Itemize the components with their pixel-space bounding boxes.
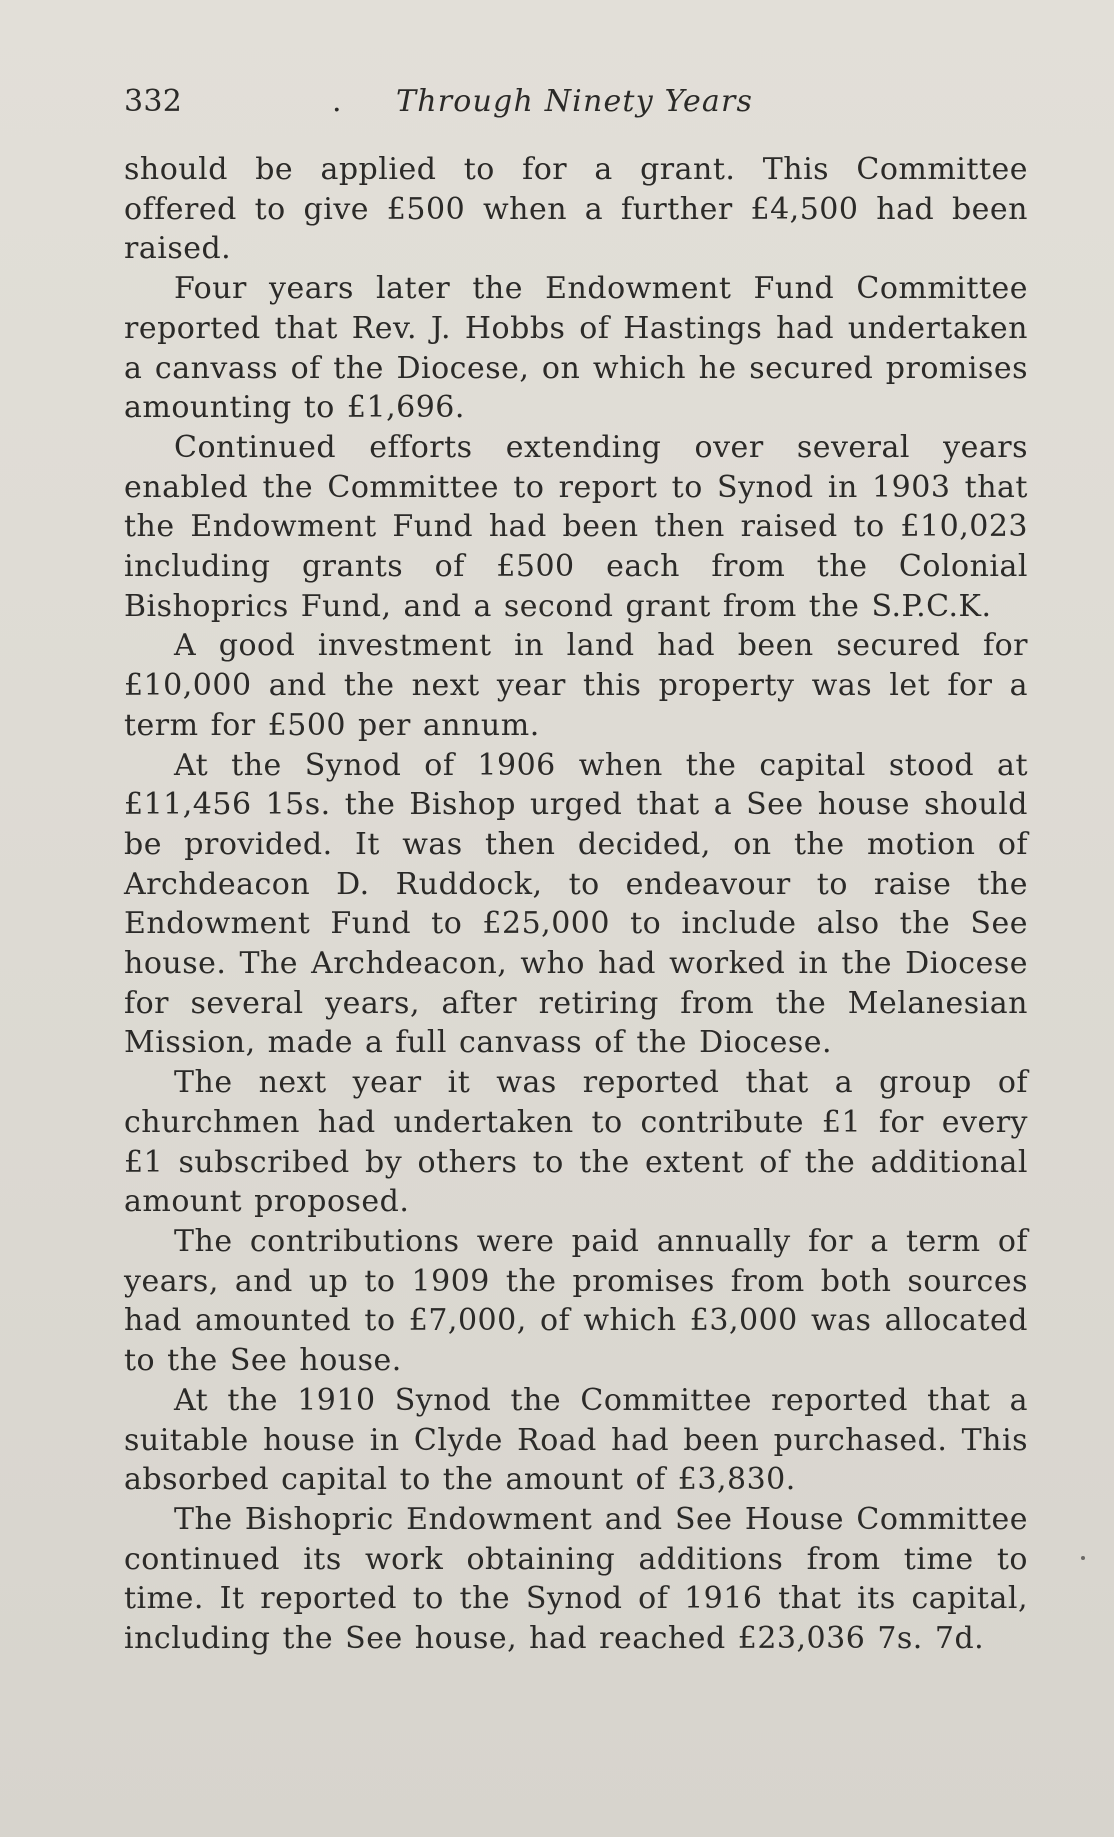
paragraph-grant-request: should be applied to for a grant. This Committee offered to give £500 when a further £4,500 had been raised. [124, 152, 1028, 267]
paper-speck [1081, 1556, 1085, 1560]
paragraph-capital-1916: The Bishopric Endowment and See House Committee continued its work obtaining additions from time to time. It reported to the Synod of 1916 that its capital, including the See house, had reached £23,036 7s. 7d. [124, 1501, 1028, 1657]
paragraph-hobbs-canvass: Four years later the Endowment Fund Committee reported that Rev. J. Hobbs of Hastings had undertaken a canvass of the Diocese, on which he secured promises amounting to £1,696. [124, 271, 1028, 426]
paragraph-clyde-road-house: At the 1910 Synod the Committee reported that a suitable house in Clyde Road had been purchased. This absorbed capital to the amount of £3,830. [124, 1382, 1028, 1498]
header-separator: . [332, 84, 342, 119]
paragraph-endowment-1903: Continued efforts extending over several years enabled the Committee to report to Synod in 1903 that the Endowment Fund had been then raised to £10,023 including grants of £500 each from the Colonial Bishoprics Fund, and a second grant from the S.P.C.K. [124, 429, 1028, 624]
paragraph-churchmen-pledge: The next year it was reported that a group of churchmen had undertaken to contribute £1 for every £1 subscribed by others to the extent of the additional amount proposed. [124, 1065, 1028, 1220]
body-text [124, 150, 1028, 1659]
running-title: Through Ninety Years [396, 84, 754, 119]
page-number: 332 [124, 84, 183, 119]
paragraph-synod-1906: At the Synod of 1906 when the capital stood at £11,456 15s. the Bishop urged that a See house should be provided. It was then decided, on the motion of Archdeacon D. Ruddock, to endeavour to raise the Endowment Fund to £25,000 to include also the See house. The Archdeacon, who had worked in the Diocese for several years, after retiring from the Melanesian Mission, made a full canvass of the Diocese. [124, 747, 1028, 1061]
running-head [124, 84, 1024, 124]
paragraph-land-investment: A good investment in land had been secured for £10,000 and the next year this property was let for a term for £500 per annum. [124, 628, 1028, 743]
paragraph-contributions-1909: The contributions were paid annually for a term of years, and up to 1909 the promises from both sources had amounted to £7,000, of which £3,000 was allocated to the See house. [124, 1223, 1028, 1379]
